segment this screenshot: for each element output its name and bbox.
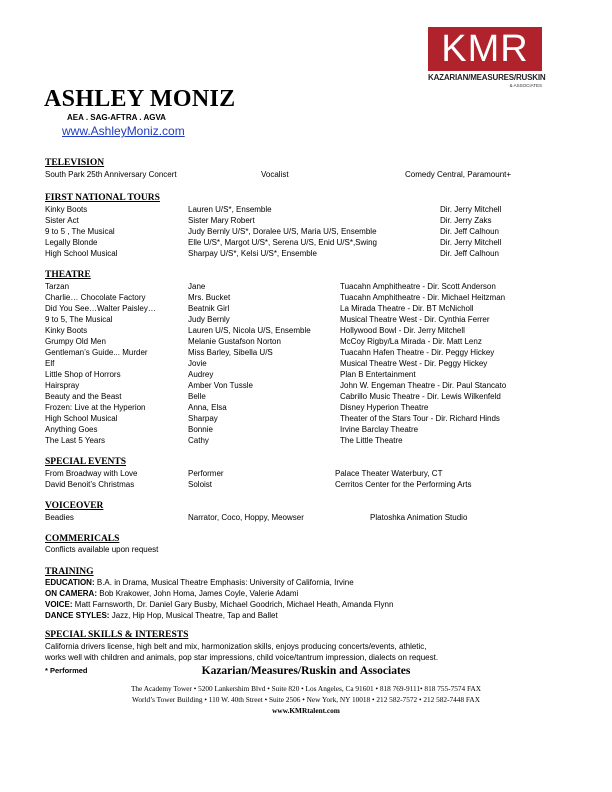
credit-venue: Plan B Entertainment xyxy=(340,370,416,379)
credit-role: Soloist xyxy=(188,480,213,489)
section-heading-television: TELEVISION xyxy=(45,158,105,168)
credit-title: Kinky Boots xyxy=(45,205,88,214)
credit-venue: Musical Theatre West - Dir. Peggy Hickey xyxy=(340,359,488,368)
performed-note: * Performed xyxy=(45,666,88,675)
commercials-text: Conflicts available upon request xyxy=(45,545,159,554)
credit-title: From Broadway with Love xyxy=(45,469,138,478)
section-heading-tours: FIRST NATIONAL TOURS xyxy=(45,193,160,203)
credit-role: Performer xyxy=(188,469,224,478)
credit-venue: Disney Hyperion Theatre xyxy=(340,403,429,412)
training-education xyxy=(45,577,354,588)
credit-title: Kinky Boots xyxy=(45,326,88,335)
credit-title: Grumpy Old Men xyxy=(45,337,106,346)
credit-venue: Irvine Barclay Theatre xyxy=(340,425,419,434)
agency-logo xyxy=(428,27,546,93)
training-voice xyxy=(45,599,393,610)
credit-role: Amber Von Tussle xyxy=(188,381,253,390)
credit-venue: Cerritos Center for the Performing Arts xyxy=(335,480,472,489)
section-heading-skills: SPECIAL SKILLS & INTERESTS xyxy=(45,630,189,640)
credit-title: David Benoit’s Christmas xyxy=(45,480,135,489)
credit-venue: La Mirada Theatre - Dir. BT McNicholl xyxy=(340,304,474,313)
training-text: Bob Krakower, John Homa, James Coyle, Valerie Adami xyxy=(99,589,299,598)
credit-role: Sharpay U/S*, Kelsi U/S*, Ensemble xyxy=(188,249,317,258)
credit-title: High School Musical xyxy=(45,414,118,423)
credit-role: Audrey xyxy=(188,370,214,379)
credit-role: Anna, Elsa xyxy=(188,403,227,412)
credit-venue: Tuacahn Amphitheatre - Dir. Michael Heitzman xyxy=(340,293,506,302)
agency-website[interactable]: www.KMRtalent.com xyxy=(272,706,340,715)
credit-role: Jovie xyxy=(188,359,207,368)
section-heading-theatre: THEATRE xyxy=(45,270,91,280)
training-on-camera xyxy=(45,588,298,599)
credit-title: 9 to 5, The Musical xyxy=(45,315,113,324)
credit-venue: Tuacahn Amphitheatre - Dir. Scott Anderson xyxy=(340,282,496,291)
credit-venue: Dir. Jerry Zaks xyxy=(440,216,492,225)
training-text: Jazz, Hip Hop, Musical Theatre, Tap and Ballet xyxy=(111,611,278,620)
credit-role: Narrator, Coco, Hoppy, Meowser xyxy=(188,513,304,522)
section-heading-events: SPECIAL EVENTS xyxy=(45,457,127,467)
logo-mark: KMR xyxy=(441,28,529,70)
credit-venue: Musical Theatre West - Dir. Cynthia Ferrer xyxy=(340,315,490,324)
credit-venue: McCoy Rigby/La Mirada - Dir. Matt Lenz xyxy=(340,337,482,346)
credit-title: Frozen: Live at the Hyperion xyxy=(45,403,146,412)
credit-role: Sharpay xyxy=(188,414,218,423)
credit-title: High School Musical xyxy=(45,249,118,258)
logo-associates: & ASSOCIATES xyxy=(509,83,542,88)
credit-venue: Theater of the Stars Tour - Dir. Richard Hinds xyxy=(340,414,500,423)
credit-title: Beauty and the Beast xyxy=(45,392,122,401)
credit-role: Lauren U/S, Nicola U/S, Ensemble xyxy=(188,326,311,335)
credit-role: Sister Mary Robert xyxy=(188,216,255,225)
credit-title: Charlie… Chocolate Factory xyxy=(45,293,146,302)
credit-role: Cathy xyxy=(188,436,209,445)
credit-role: Bonnie xyxy=(188,425,213,434)
credit-title: Anything Goes xyxy=(45,425,98,434)
agency-name: Kazarian/Measures/Ruskin and Associates xyxy=(201,665,411,677)
agency-address-ny: World’s Tower Building • 110 W. 40th Street • Suite 2506 • New York, NY 10018 • 212 582-7572 • 212 582-7448 FAX xyxy=(132,695,480,704)
training-label: VOICE: xyxy=(45,600,73,609)
credit-title: South Park 25th Anniversary Concert xyxy=(45,170,177,179)
credit-role: Vocalist xyxy=(261,170,289,179)
credit-title: The Last 5 Years xyxy=(45,436,106,445)
credit-role: Judy Bernly xyxy=(188,315,230,324)
training-label: ON CAMERA: xyxy=(45,589,97,598)
skills-line: California drivers license, high belt and mix, harmonization skills, enjoys producing concerts/events, athletic, xyxy=(45,642,427,651)
section-heading-commercials: COMMERICALS xyxy=(45,534,120,544)
logo-name: KAZARIAN/MEASURES/RUSKIN xyxy=(428,73,546,82)
credit-title: Beadies xyxy=(45,513,74,522)
credit-title: Hairspray xyxy=(45,381,80,390)
training-dance xyxy=(45,610,278,621)
credit-venue: Dir. Jerry Mitchell xyxy=(440,205,502,214)
credit-title: Gentleman’s Guide... Murder xyxy=(45,348,148,357)
credit-title: Sister Act xyxy=(45,216,79,225)
credit-role: Miss Barley, Sibella U/S xyxy=(188,348,273,357)
credit-venue: Hollywood Bowl - Dir. Jerry Mitchell xyxy=(340,326,465,335)
credit-venue: Platoshka Animation Studio xyxy=(370,513,468,522)
website-link[interactable]: www.AshleyMoniz.com xyxy=(62,124,185,138)
credit-venue: Dir. Jeff Calhoun xyxy=(440,227,499,236)
credit-title: Tarzan xyxy=(45,282,70,291)
section-heading-training: TRAINING xyxy=(45,567,94,577)
credit-title: 9 to 5 , The Musical xyxy=(45,227,115,236)
credit-venue: Tuacahn Hafen Theatre - Dir. Peggy Hickey xyxy=(340,348,495,357)
credit-role: Lauren U/S*, Ensemble xyxy=(188,205,272,214)
credit-title: Little Shop of Horrors xyxy=(45,370,121,379)
training-label: EDUCATION: xyxy=(45,578,95,587)
credit-title: Did You See…Walter Paisley… xyxy=(45,304,156,313)
credit-venue: Dir. Jerry Mitchell xyxy=(440,238,502,247)
credit-role: Jane xyxy=(188,282,206,291)
credit-title: Elf xyxy=(45,359,55,368)
credit-role: Mrs. Bucket xyxy=(188,293,231,302)
credit-title: Legally Blonde xyxy=(45,238,98,247)
credit-venue: Cabrillo Music Theatre - Dir. Lewis Wilkenfeld xyxy=(340,392,501,401)
credit-role: Melanie Gustafson Norton xyxy=(188,337,281,346)
credit-role: Belle xyxy=(188,392,206,401)
credit-venue: Palace Theater Waterbury, CT xyxy=(335,469,443,478)
training-text: B.A. in Drama, Musical Theatre Emphasis: University of California, Irvine xyxy=(96,578,354,587)
union-affiliations: AEA . SAG-AFTRA . AGVA xyxy=(67,113,166,122)
agency-address-la: The Academy Tower • 5200 Lankershim Blvd • Suite 820 • Los Angeles, Ca 91601 • 818 769-9111• 818 755-7574 FAX xyxy=(130,684,482,693)
training-label: DANCE STYLES: xyxy=(45,611,110,620)
credit-venue: The Little Theatre xyxy=(340,436,403,445)
credit-role: Beatnik Girl xyxy=(188,304,230,313)
credit-role: Judy Bernly U/S*, Doralee U/S, Maria U/S, Ensemble xyxy=(188,227,377,236)
section-heading-voiceover: VOICEOVER xyxy=(45,501,104,511)
credit-venue: Dir. Jeff Calhoun xyxy=(440,249,499,258)
performer-name: ASHLEY MONIZ xyxy=(44,86,236,112)
credit-venue: John W. Engeman Theatre - Dir. Paul Stancato xyxy=(340,381,507,390)
training-text: Matt Farnsworth, Dr. Daniel Gary Busby, Michael Goodrich, Michael Heath, Amanda Flynn xyxy=(74,600,394,609)
credit-venue: Comedy Central, Paramount+ xyxy=(405,170,512,179)
credit-role: Elle U/S*, Margot U/S*, Serena U/S, Enid U/S*,Swing xyxy=(188,238,377,247)
skills-line: works well with children and animals, pop star impressions, child voice/tantrum impression, dialects on request. xyxy=(45,653,439,662)
